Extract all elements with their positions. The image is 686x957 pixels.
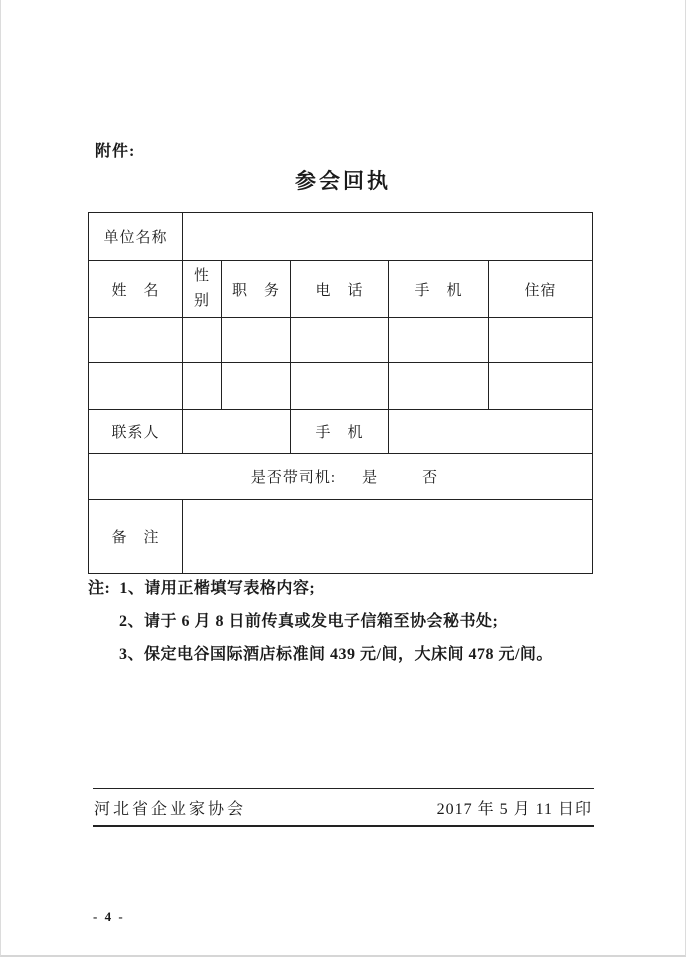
attendee1-accommodation-cell [489,318,593,363]
driver-option-no: 否 [422,470,439,486]
contact-row [89,410,593,454]
note-item-1: 1、请用正楷填写表格内容; [119,580,316,597]
unit-name-value-cell [183,213,593,261]
reply-form-table [88,212,593,574]
contact-mobile-label: 手 机 [291,410,389,454]
attendee2-mobile-cell [389,363,489,410]
driver-question-label: 是否带司机: [250,470,337,486]
position-header: 职 务 [222,261,291,318]
attendee2-name-cell [89,363,183,410]
driver-row [89,454,593,500]
print-date: 2017 年 5 月 11 日印 [436,801,592,818]
attendee-row-2 [89,363,593,410]
attachment-label: 附件: [95,143,136,160]
note-line-1 [88,572,628,605]
gender-header-top: 性 [193,268,210,284]
attendee1-gender-cell [183,318,222,363]
page-title: 参会回执 [295,169,391,193]
gender-header [183,261,222,318]
note-line-2: 2、请于 6 月 8 日前传真或发电子信箱至协会秘书处; [119,613,499,630]
attendee-row-1 [89,318,593,363]
attendee1-phone-cell [291,318,389,363]
driver-cell [89,454,593,500]
attendee2-phone-cell [291,363,389,410]
attendee1-name-cell [89,318,183,363]
unit-name-row [89,213,593,261]
notes-section [88,572,628,671]
name-header: 姓 名 [89,261,183,318]
attendee1-mobile-cell [389,318,489,363]
note-line-3: 3、保定电谷国际酒店标准间 439 元/间，大床间 478 元/间。 [119,646,553,663]
remarks-label: 备 注 [89,500,183,574]
contact-mobile-cell [389,410,593,454]
contact-label: 联系人 [89,410,183,454]
phone-header: 电 话 [291,261,389,318]
page-number: - 4 - [93,909,125,924]
remarks-row [89,500,593,574]
gender-header-bottom: 别 [193,293,210,309]
attendee2-position-cell [222,363,291,410]
organization-name: 河北省企业家协会 [94,801,247,818]
print-footer [93,788,594,827]
remarks-value-cell [183,500,593,574]
accommodation-header: 住宿 [489,261,593,318]
driver-option-yes: 是 [362,470,379,486]
attendee2-gender-cell [183,363,222,410]
unit-name-label: 单位名称 [89,213,183,261]
notes-prefix: 注: [88,580,111,597]
attendee2-accommodation-cell [489,363,593,410]
contact-name-cell [183,410,291,454]
attendee1-position-cell [222,318,291,363]
header-row [89,261,593,318]
mobile-header: 手 机 [389,261,489,318]
